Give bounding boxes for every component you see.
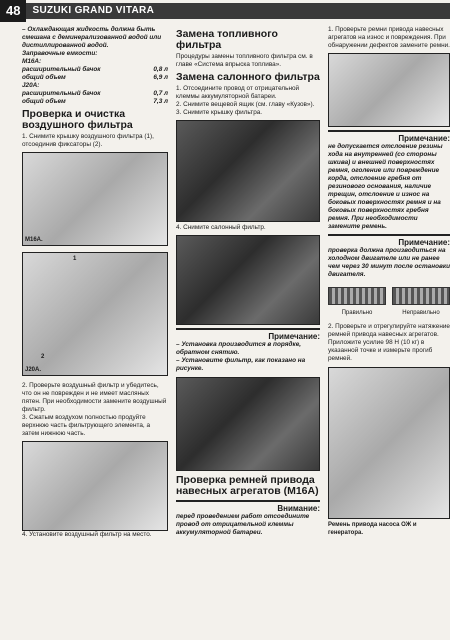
note-line-1: – Установка производится в порядке, обратном снятию. [176, 341, 302, 356]
belt-step-2: 2. Проверьте и отрегулируйте натяжение ремней привода навесных агрегатов. [328, 323, 450, 338]
label-correct: Правильно [341, 310, 373, 316]
belt-routing-figure [328, 367, 450, 519]
air-filter-step-4: 4. Установите воздушный фильтр на место. [22, 531, 152, 538]
cabin-step-3: 3. Снимите крышку фильтра. [176, 109, 263, 116]
air-filter-heading: Проверка и очистка воздушного фильтра [22, 108, 133, 131]
belt-check-heading: Проверка ремней привода навесных агрегатов (M16A) [176, 474, 319, 497]
figure-caption-m16a: M16A. [25, 237, 43, 243]
column-right [328, 26, 450, 537]
cabin-filter-figure [176, 235, 320, 325]
belt-step-1: 1. Проверьте ремни привода навесных агрегатов на износ и повреждения. При обнаружении дефектов замените ремни. [328, 26, 450, 49]
j20a-label: J20A: [22, 82, 40, 89]
belt-note [328, 130, 450, 231]
belt-note-2-title: Примечание: [398, 238, 450, 247]
capacities-title: Заправочные емкости: [22, 50, 98, 57]
m16a-label: M16A: [22, 58, 42, 65]
belt-compare-figure [328, 283, 450, 317]
j20a-total-row: общий объем 7,3 л [22, 98, 168, 105]
note-title: Примечание: [268, 332, 320, 341]
cabin-step-4: 4. Снимите салонный фильтр. [176, 224, 266, 231]
j20a-tank-row: расширительный бачок 0,7 л [22, 90, 168, 97]
running-title: SUZUKI GRAND VITARA [26, 3, 450, 19]
figure-caption-j20a: J20A. [25, 367, 42, 373]
fuel-filter-heading: Замена топливного фильтра [176, 28, 278, 51]
belt-figure-caption: Ремень привода насоса ОЖ и генератора. [328, 522, 417, 536]
air-filter-step-1: 1. Снимите крышку воздушного фильтра (1), отсоединив фиксаторы (2). [22, 133, 154, 148]
belt-incorrect-image [392, 287, 450, 305]
label-incorrect: Неправильно [402, 310, 440, 316]
cabin-filter-cover-figure [176, 120, 320, 222]
warning-title: Внимание: [277, 504, 320, 513]
air-filter-step-3: 3. Сжатым воздухом полностью продуйте верхнюю часть фильтрующего элемента, а затем нижнюю часть. [22, 414, 150, 437]
cabin-filter-heading: Замена салонного фильтра [176, 71, 320, 83]
filter-orientation-figure [176, 377, 320, 471]
air-filter-step-2: 2. Проверьте воздушный фильтр и убедитесь, что он не поврежден и не имеет масляных пятен. При необходимости замените воздушный фильтр. [22, 382, 167, 413]
fuel-filter-text: Процедуры замены топливного фильтра см. в главе «Система впрыска топлива». [176, 53, 313, 68]
belt-correct-image [328, 287, 386, 305]
note-install [176, 328, 320, 373]
m16a-air-filter-figure [22, 152, 168, 246]
note-line-2: – Установите фильтр, как показано на рисунке. [176, 357, 306, 372]
callout-2: 2 [41, 354, 45, 360]
belt-damage-figure [328, 53, 450, 127]
column-middle [176, 26, 320, 537]
m16a-total-row: общий объем 6,9 л [22, 74, 168, 81]
belt-note-2-text: проверка должна производиться на холодном двигателе или не ранее чем через 30 минут после остановки двигателя. [328, 247, 450, 278]
page-number: 48 [0, 0, 26, 22]
coolant-note: – Охлаждающая жидкость должна быть смешана с деминерализованной водой или дистиллированной водой. [22, 26, 162, 49]
filter-install-figure [22, 441, 168, 531]
j20a-air-filter-figure [22, 252, 168, 376]
m16a-tank-row: расширительный бачок 0,8 л [22, 66, 168, 73]
warning-box [176, 500, 320, 537]
belt-step-2b: Приложите усилие 98 Н (10 кг) в указанной точке и измерьте прогиб ремней. [328, 339, 433, 362]
cabin-step-2: 2. Снимите вещевой ящик (см. главу «Кузов»). [176, 101, 315, 108]
cabin-step-1: 1. Отсоедините провод от отрицательной клеммы аккумуляторной батареи. [176, 85, 300, 100]
callout-1: 1 [73, 256, 77, 262]
warning-text: перед проведением работ отсоедините провод от отрицательной клеммы аккумуляторной батареи. [176, 513, 310, 536]
belt-note-text: не допускается отслоение резины хода на внутренней (со стороны шкива) и внешней поверхностях ремня, оголение или повреждение корда, отслоение гребня от резинового основания, наличие трещин, отслоение и износ на боковых поверхностях ремня и на боковых поверхностях гребня ремня. При необходимости замените ремень. [328, 143, 443, 230]
column-left [22, 26, 168, 539]
belt-note-2 [328, 234, 450, 279]
page-header [0, 0, 450, 22]
belt-note-title: Примечание: [398, 134, 450, 143]
